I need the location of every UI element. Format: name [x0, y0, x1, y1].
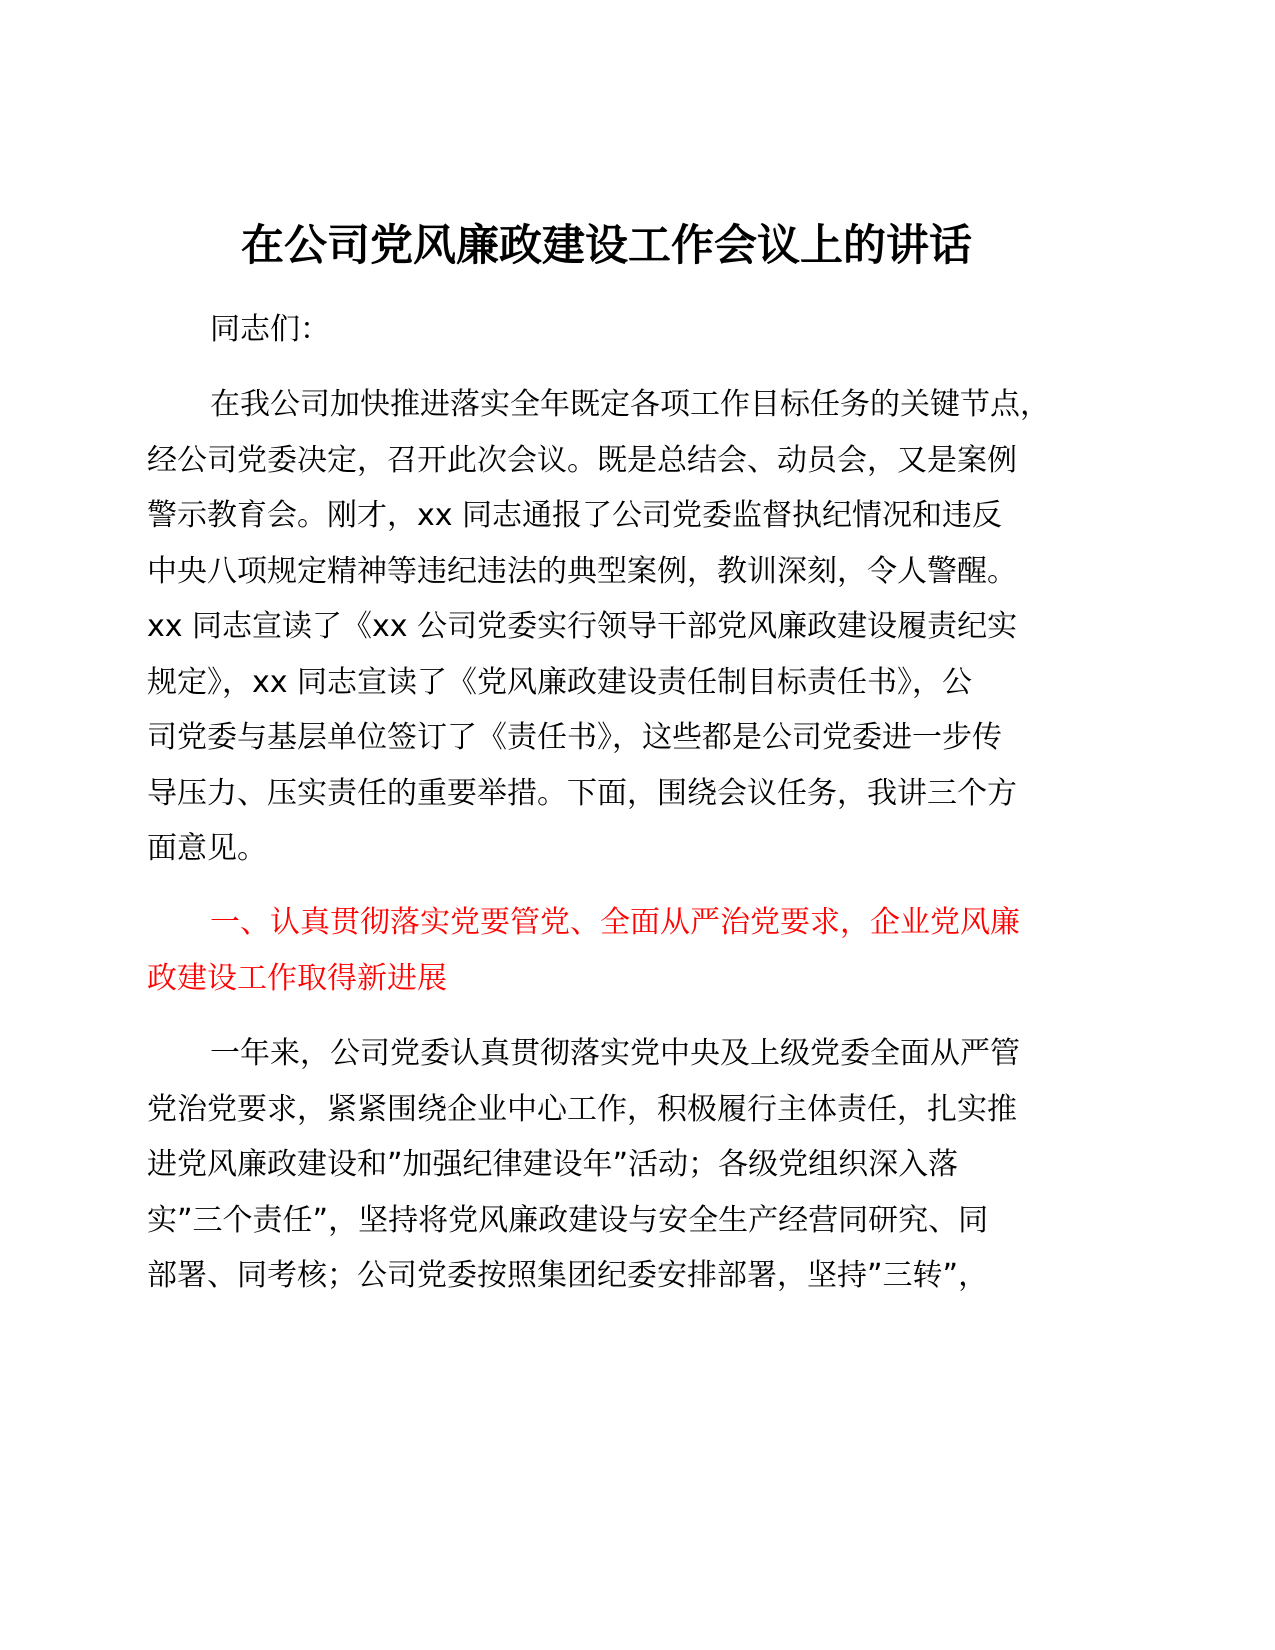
text-line: 部署、同考核；公司党委按照集团纪委安排部署，坚持”三转”， [147, 1258, 989, 1293]
text-line: 警示教育会。刚才，xx 同志通报了公司党委监督执纪情况和违反 [147, 498, 1003, 533]
text-line: 实”三个责任”，坚持将党风廉政建设与安全生产经营同研究、同 [147, 1202, 989, 1238]
text-line: 一年来，公司党委认真贯彻落实党中央及上级党委全面从严管 [210, 1036, 1020, 1071]
text-line: xx 同志宣读了《xx 公司党委实行领导干部党风廉政建设履责纪实 [147, 609, 1018, 644]
paragraph-section-1 [147, 1026, 1087, 1304]
text-line: 一、认真贯彻落实党要管党、全面从严治党要求，企业党风廉 [210, 905, 1020, 940]
text-line: 经公司党委决定，召开此次会议。既是总结会、动员会，又是案例 [147, 442, 1017, 478]
greeting [147, 302, 1087, 358]
text-line: 中央八项规定精神等违纪违法的典型案例，教训深刻，令人警醒。 [147, 553, 1017, 589]
paragraph-intro [147, 377, 1087, 877]
text-line: 党治党要求，紧紧围绕企业中心工作，积极履行主体责任，扎实推 [147, 1091, 1017, 1127]
text-line: 面意见。 [147, 831, 267, 866]
text-line: 导压力、压实责任的重要举措。下面，围绕会议任务，我讲三个方 [147, 775, 1017, 811]
text-line: 进党风廉政建设和”加强纪律建设年”活动；各级党组织深入落 [147, 1147, 959, 1182]
greeting-text: 同志们： [210, 312, 330, 347]
text-line: 在我公司加快推进落实全年既定各项工作目标任务的关键节点， [210, 387, 1050, 422]
text-line: 规定》，xx 同志宣读了《党风廉政建设责任制目标责任书》，公 [147, 664, 973, 700]
document-title: 在公司党风廉政建设工作会议上的讲话 [241, 221, 972, 271]
text-line: 司党委与基层单位签订了《责任书》，这些都是公司党委进一步传 [147, 720, 1002, 755]
text-line: 政建设工作取得新进展 [147, 960, 447, 996]
section-heading-1 [147, 895, 1087, 1006]
